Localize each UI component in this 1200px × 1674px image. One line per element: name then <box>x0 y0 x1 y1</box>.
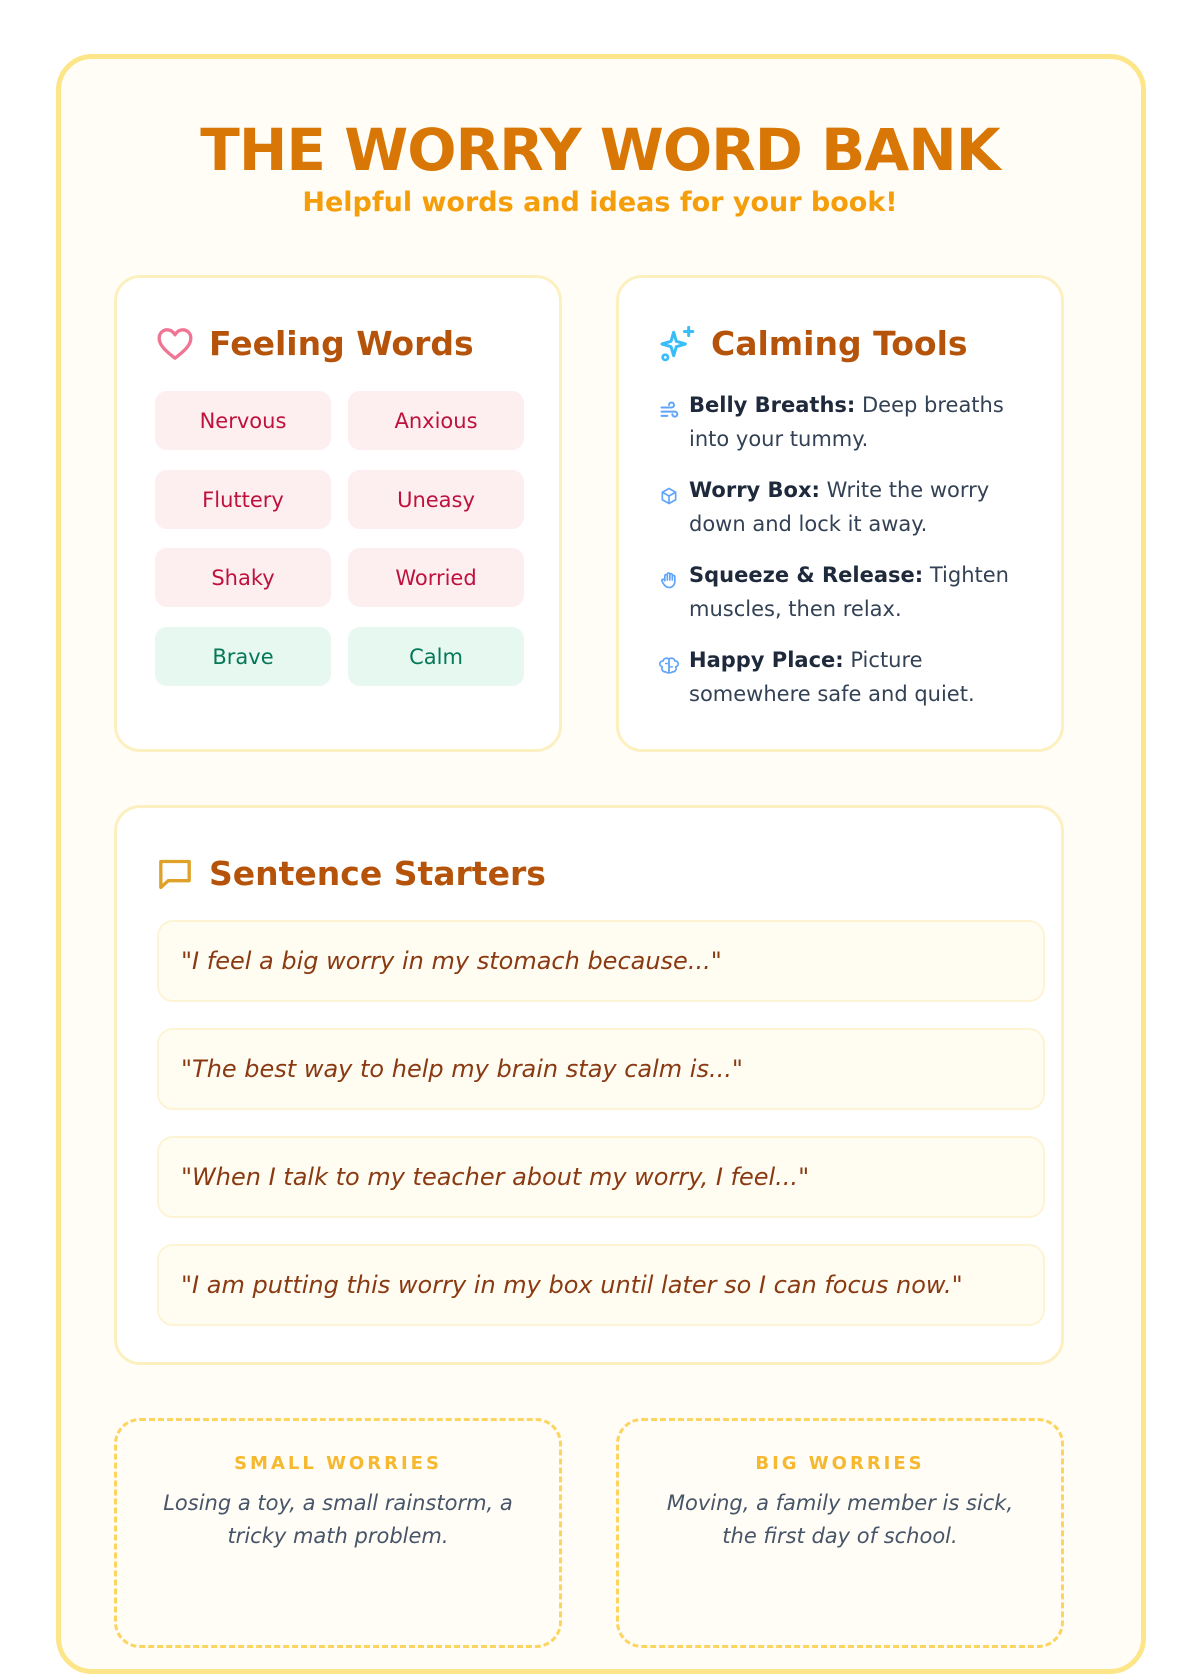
calming-tools-card <box>616 275 1064 752</box>
small-worries-card <box>114 1418 562 1648</box>
big-worries-card <box>616 1418 1064 1648</box>
hand-icon <box>659 570 679 590</box>
calming-tool-name: Worry Box: <box>689 478 820 502</box>
brain-icon <box>659 656 679 676</box>
calming-tool-text: Deep breaths into your tummy. <box>689 393 1004 451</box>
box-icon <box>659 486 679 506</box>
feeling-word-chip: Nervous <box>155 391 331 450</box>
feeling-word-chip: Brave <box>155 627 331 686</box>
page-title: THE WORRY WORD BANK <box>200 116 1000 184</box>
big-worries-label: BIG WORRIES <box>755 1453 925 1474</box>
calming-tool-text: Tighten muscles, then relax. <box>689 563 1009 621</box>
sentence-starter-item: "The best way to help my brain stay calm is..." <box>157 1028 1045 1110</box>
calming-tool-name: Squeeze & Release: <box>689 563 924 587</box>
sentence-starters-title: Sentence Starters <box>209 854 546 893</box>
calming-tool-item <box>689 558 1019 626</box>
feeling-word-chip: Worried <box>348 548 524 607</box>
big-worries-text: Moving, a family member is sick, the first day of school. <box>666 1491 1014 1548</box>
feeling-word-chip: Shaky <box>155 548 331 607</box>
heart-icon <box>155 324 195 364</box>
small-worries-text: Losing a toy, a small rainstorm, a tricky math problem. <box>163 1491 513 1548</box>
calming-tool-item <box>689 388 1019 456</box>
speech-bubble-icon <box>155 854 195 894</box>
calming-tool-item <box>689 473 1019 541</box>
page-subtitle: Helpful words and ideas for your book! <box>302 187 898 218</box>
sentence-starter-item: "I am putting this worry in my box until later so I can focus now." <box>157 1244 1045 1326</box>
calming-tools-title: Calming Tools <box>711 324 968 363</box>
feeling-words-title: Feeling Words <box>209 324 474 363</box>
sparkles-icon <box>657 324 697 364</box>
calming-tool-text: Picture somewhere safe and quiet. <box>689 648 975 706</box>
sentence-starter-item: "I feel a big worry in my stomach because..." <box>157 920 1045 1002</box>
sentence-starter-item: "When I talk to my teacher about my worry, I feel..." <box>157 1136 1045 1218</box>
calming-tool-text: Write the worry down and lock it away. <box>689 478 990 536</box>
sentence-starters-card <box>114 805 1064 1365</box>
wind-icon <box>659 400 679 420</box>
feeling-word-chip: Uneasy <box>348 470 524 529</box>
small-worries-label: SMALL WORRIES <box>234 1453 442 1474</box>
calming-tool-item <box>689 643 1019 711</box>
calming-tool-name: Happy Place: <box>689 648 844 672</box>
calming-tool-name: Belly Breaths: <box>689 393 856 417</box>
feeling-words-card <box>114 275 562 752</box>
feeling-word-chip: Anxious <box>348 391 524 450</box>
feeling-word-chip: Calm <box>348 627 524 686</box>
feeling-word-chip: Fluttery <box>155 470 331 529</box>
